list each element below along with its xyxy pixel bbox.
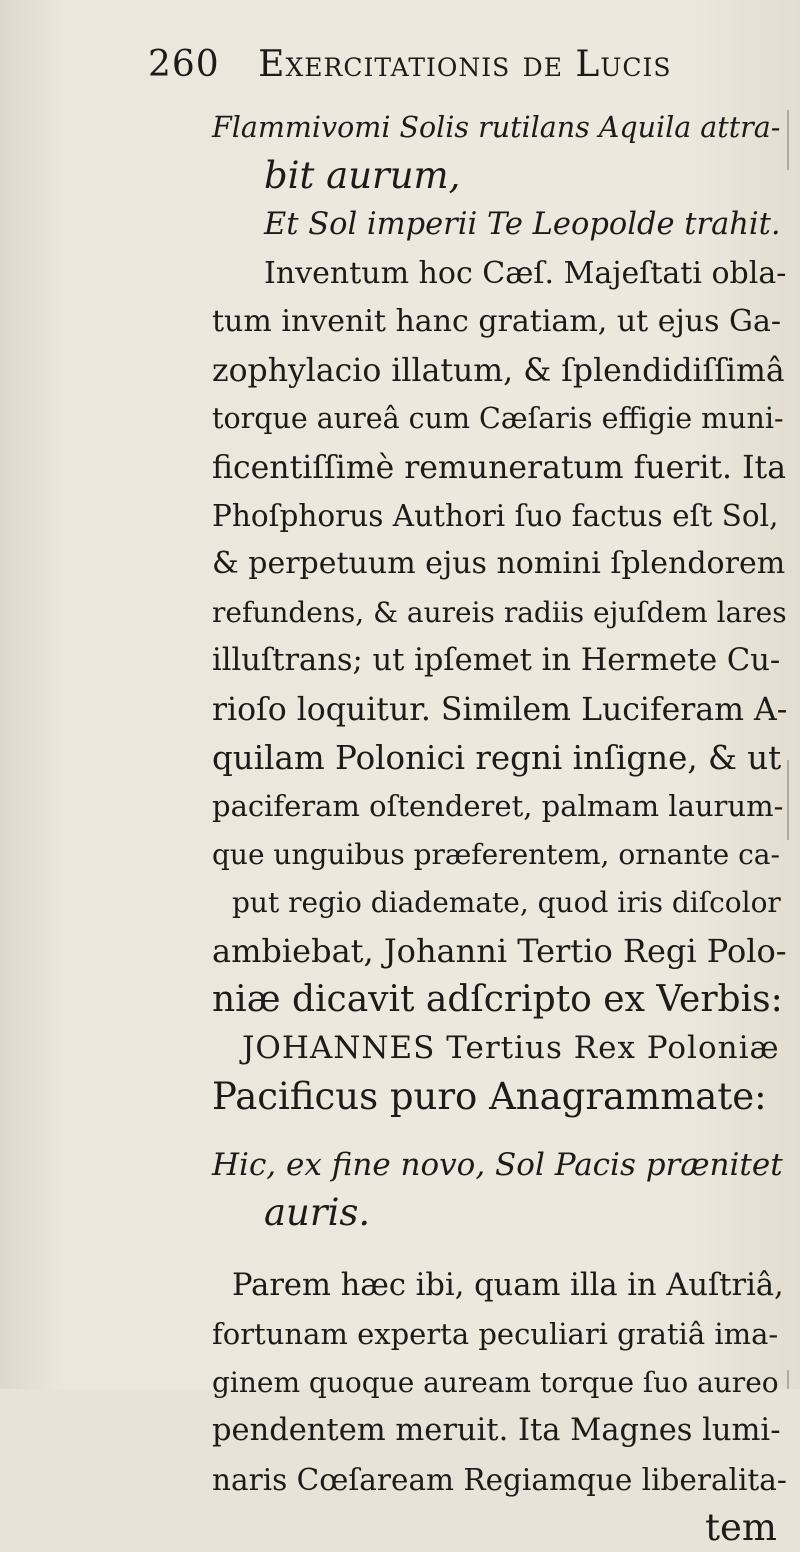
text-line: refundens, & aureis radiis ejuſdem lares <box>212 595 787 629</box>
verse-line: Hic, ex fine novo, Sol Pacis prænitet <box>212 1147 783 1183</box>
running-header <box>148 44 672 85</box>
text-line: tum invenit hanc gratiam, ut ejus Ga- <box>212 304 782 340</box>
margin-rule <box>787 110 789 170</box>
paragraph-1 <box>212 250 787 1121</box>
text-line: niæ dicavit adſcripto ex Verbis: <box>212 978 783 1020</box>
catchword: tem <box>705 1506 777 1549</box>
page-number: 260 <box>148 44 220 85</box>
verse-line: Et Sol imperii Te Leopolde trahit. <box>264 206 781 242</box>
text-line: paciferam oſtenderet, palmam laurum- <box>212 789 784 824</box>
text-line: ginem quoque auream torque ſuo aureo <box>212 1365 779 1399</box>
verse-block-2 <box>212 1141 787 1238</box>
verse-line: Flammivomi Solis rutilans Aquila attra- <box>212 111 781 144</box>
text-line: ficentiſſimè remuneratum fuerit. Ita <box>212 449 786 486</box>
running-title: Exercitationis de Lucis <box>258 44 672 85</box>
paragraph-2 <box>212 1262 787 1504</box>
text-line: illuſtrans; ut ipſemet in Hermete Cu- <box>212 643 781 679</box>
text-line: rioſo loquitur. Similem Luciferam A- <box>212 691 788 728</box>
text-line: quilam Polonici regni inſigne, & ut <box>212 738 782 777</box>
text-line: JOHANNES Tertius Rex Poloniæ <box>242 1030 780 1067</box>
text-line: & perpetuum ejus nomini ſplendorem <box>212 546 786 582</box>
catchword-line <box>212 1504 787 1552</box>
margin-rule <box>787 760 789 840</box>
text-line: Inventum hoc Cæſ. Majeſtati obla- <box>264 256 787 291</box>
text-line: Phoſphorus Authori ſuo factus eſt Sol, <box>212 498 779 533</box>
text-line: Parem hæc ibi, quam illa in Auſtriâ, <box>232 1268 784 1303</box>
text-line: que unguibus præferentem, ornante ca- <box>212 837 780 871</box>
margin-rule <box>787 1370 789 1389</box>
text-line: ambiebat, Johanni Tertio Regi Polo- <box>212 932 787 971</box>
verse-line: bit aurum, <box>264 154 461 198</box>
text-line: fortunam experta peculiari gratiâ ima- <box>212 1317 779 1352</box>
text-line: put regio diademate, quod iris diſcolor <box>232 886 781 920</box>
verse-line: auris. <box>264 1191 371 1235</box>
text-line: pendentem meruit. Ita Magnes lumi- <box>212 1413 781 1449</box>
text-line: naris Cœſaream Regiamque liberalita- <box>212 1462 787 1497</box>
text-line: Pacificus puro Anagrammate: <box>212 1074 767 1118</box>
text-line: zophylacio illatum, & ſplendidiſſimâ <box>212 352 785 389</box>
verse-block-1 <box>212 104 787 249</box>
text-line: torque aureâ cum Cæſaris effigie muni- <box>212 402 784 436</box>
